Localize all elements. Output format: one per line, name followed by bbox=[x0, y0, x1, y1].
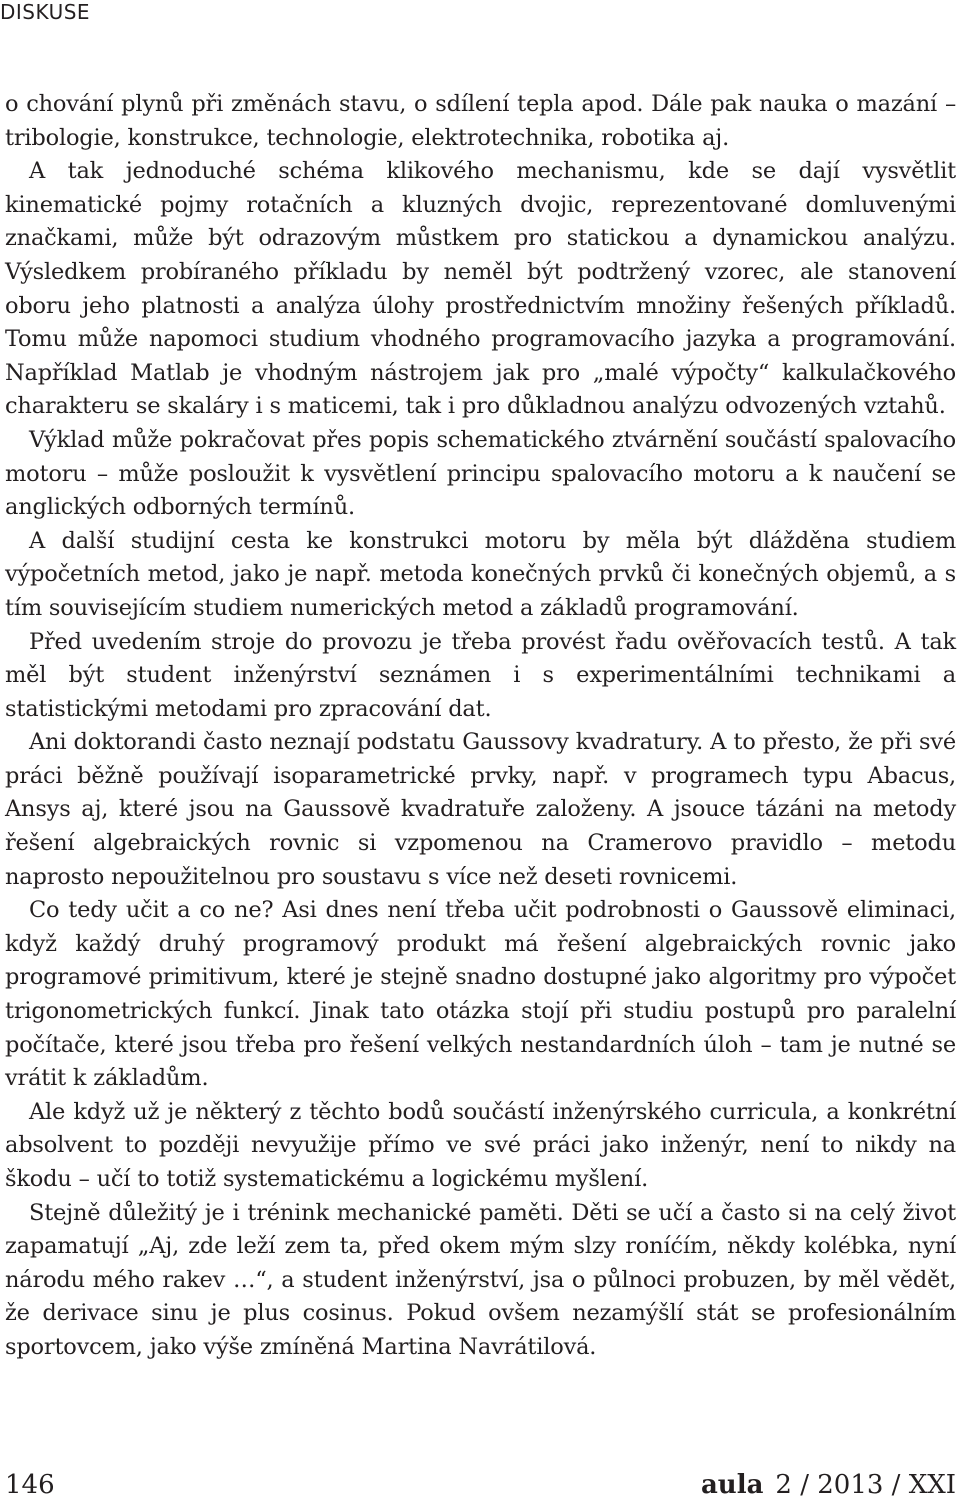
paragraph: Co tedy učit a co ne? Asi dnes není třeba učit podrobnosti o Gaussově eliminaci, když každý druhý programový produkt má řešení algebraických rovnic jako programové primitivum, které je stejně snadno dostupné jako algoritmy pro výpočet trigonometrických funkcí. Jinak tato otázka stojí při studiu postupů pro paralelní počítače, které jsou třeba pro řešení velkých nestandardních úloh – tam je nutné se vrátit k základům. bbox=[5, 897, 956, 1092]
journal-issue bbox=[701, 1470, 956, 1500]
paragraph: o chování plynů při změnách stavu, o sdílení tepla apod. Dále pak nauka o mazání – tribologie, konstrukce, technologie, elektrotechnika, robotika aj. bbox=[5, 91, 956, 151]
journal-name: aula bbox=[700, 1470, 764, 1500]
page-number: 146 bbox=[5, 1470, 55, 1500]
issue-number: 2 / 2013 / XXI bbox=[775, 1470, 956, 1500]
paragraph: Ale když už je některý z těchto bodů součástí inženýrského curricula, a konkrétní absolvent to později nevyužije přímo ve své práci jako inženýr, není to nikdy na škodu – učí to totiž systematickému a logickému myšlení. bbox=[5, 1098, 956, 1192]
article-body bbox=[5, 88, 956, 1365]
paragraph: Ani doktorandi často neznají podstatu Gaussovy kvadratury. A to přesto, že při své práci běžně používají isoparametrické prvky, např. v programech typu Abacus, Ansys aj, které jsou na Gaussově kvadratuře založeny. A jsouce tázáni na metody řešení algebraických rovnic si vzpomenou na Cramerovo pravidlo – metodu naprosto nepoužitelnou pro soustavu s více než deseti rovnicemi. bbox=[5, 729, 956, 890]
paragraph: Stejně důležitý je i trénink mechanické paměti. Děti se učí a často si na celý život zapamatují „Aj, zde leží zem ta, před okem mým slzy roníćím, někdy kolébka, nyní národu mého rakev …“, a student inženýrství, jsa o půlnoci probuzen, by měl vědět, že derivace sinu je plus cosinus. Pokud ovšem nezamýšlí stát se profesionálním sportovcem, jako výše zmíněná Martina Navrátilová. bbox=[5, 1199, 956, 1360]
paragraph: Před uvedením stroje do provozu je třeba provést řadu ověřovacích testů. A tak měl být student inženýrství seznámen i s experimentálními technikami a statistickými metodami pro zpracování dat. bbox=[5, 628, 956, 722]
paragraph: A tak jednoduché schéma klikového mechanismu, kde se dají vysvětlit kinematické pojmy rotačních a kluzných dvojic, reprezentované domluvenými značkami, může být odrazovým můstkem pro statickou a dynamickou analýzu. Výsledkem probíraného příkladu by neměl být podtržený vzorec, ale stanovení oboru jeho platnosti a analýza úlohy prostřednictvím množiny řešených příkladů. Tomu může napomoci studium vhodného programovacího jazyka a programování. Například Matlab je vhodným nástrojem jak pro „malé výpočty“ kalkulačkového charakteru se skaláry i s maticemi, tak i pro důkladnou analýzu odvozených vztahů. bbox=[5, 158, 956, 420]
section-label: DISKUSE bbox=[0, 0, 91, 24]
paragraph: Výklad může pokračovat přes popis schematického ztvárnění součástí spalovacího motoru – může posloužit k vysvětlení principu spalovacího motoru a k naučení se anglických odborných termínů. bbox=[5, 426, 956, 521]
paragraph: A další studijní cesta ke konstrukci motoru by měla být dlážděna studiem výpočetních metod, jako je např. metoda konečných prvků či konečných objemů, a s tím souvisejícím studiem numerických metod a základů programování. bbox=[5, 527, 956, 621]
